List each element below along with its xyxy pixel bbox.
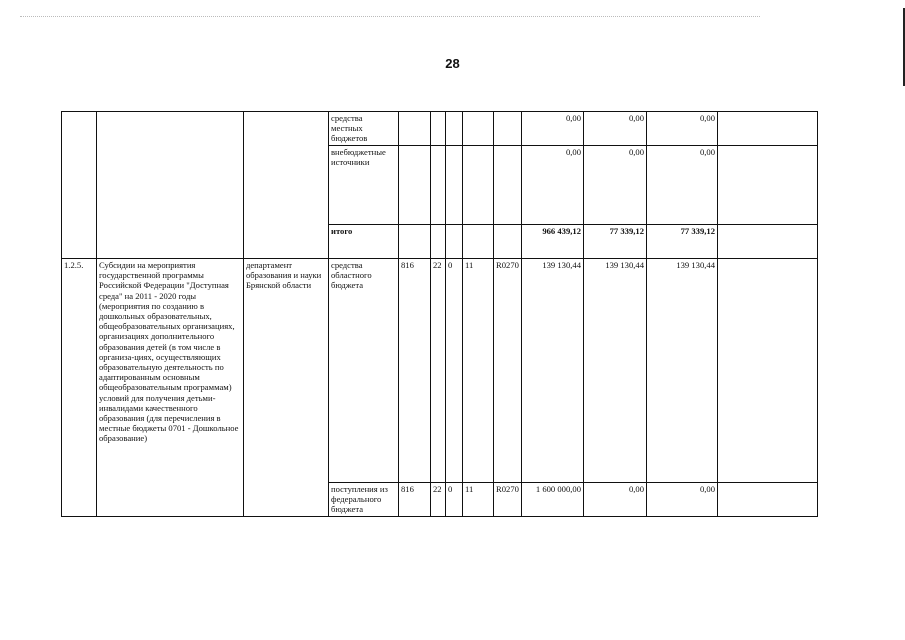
cell-funding-source: внебюджетные источники bbox=[329, 146, 399, 225]
cell-code bbox=[494, 112, 522, 146]
cell-note bbox=[718, 225, 818, 259]
cell-amount-3: 139 130,44 bbox=[647, 259, 718, 483]
cell-amount-2: 139 130,44 bbox=[584, 259, 647, 483]
cell-funding-source: поступления из федерального бюджета bbox=[329, 483, 399, 517]
cell-amount-3: 0,00 bbox=[647, 112, 718, 146]
cell-code bbox=[431, 225, 446, 259]
cell-empty-description bbox=[97, 112, 244, 259]
table-row-item bbox=[62, 259, 818, 483]
cell-note bbox=[718, 146, 818, 225]
scan-artifact-dots bbox=[20, 16, 760, 18]
cell-code bbox=[494, 225, 522, 259]
cell-code bbox=[494, 146, 522, 225]
cell-code bbox=[463, 112, 494, 146]
cell-code bbox=[399, 225, 431, 259]
cell-funding-source: средства областного бюджета bbox=[329, 259, 399, 483]
cell-item-description: Субсидии на мероприятия государственной программы Российской Федерации "Доступная среда" на 2011 - 2020 годы (мероприятия по созданию в дошкольных образовательных, общеобразовательных организациях, организациях дополнительного образования детей (в том числе в организа-циях, осуществляющих образовательную деятельность по адаптированным основным общеобразовательным программам) условий для получения детьми-инвалидами качественного образования (для перечисления в местные бюджеты 0701 - Дошкольное образование) bbox=[97, 259, 244, 517]
cell-code-subprogram: 0 bbox=[446, 259, 463, 483]
cell-amount-2: 0,00 bbox=[584, 483, 647, 517]
cell-total-amount-1: 966 439,12 bbox=[522, 225, 584, 259]
cell-code-direction: R0270 bbox=[494, 483, 522, 517]
cell-amount-1: 139 130,44 bbox=[522, 259, 584, 483]
cell-code-program: 22 bbox=[431, 483, 446, 517]
cell-amount-1: 0,00 bbox=[522, 112, 584, 146]
cell-code bbox=[446, 112, 463, 146]
program-table bbox=[61, 111, 818, 517]
cell-code bbox=[399, 112, 431, 146]
cell-empty-id bbox=[62, 112, 97, 259]
cell-code-subprogram: 0 bbox=[446, 483, 463, 517]
page-number: 28 bbox=[445, 56, 460, 71]
cell-code bbox=[431, 112, 446, 146]
cell-code bbox=[446, 225, 463, 259]
cell-code bbox=[399, 146, 431, 225]
cell-item-executor: департамент образования и науки Брянской области bbox=[244, 259, 329, 517]
cell-code bbox=[463, 225, 494, 259]
cell-total-amount-3: 77 339,12 bbox=[647, 225, 718, 259]
cell-code bbox=[431, 146, 446, 225]
cell-amount-2: 0,00 bbox=[584, 146, 647, 225]
cell-code bbox=[446, 146, 463, 225]
cell-note bbox=[718, 112, 818, 146]
cell-amount-3: 0,00 bbox=[647, 483, 718, 517]
cell-total-amount-2: 77 339,12 bbox=[584, 225, 647, 259]
cell-code-direction: R0270 bbox=[494, 259, 522, 483]
cell-item-id: 1.2.5. bbox=[62, 259, 97, 517]
cell-code-grbs: 816 bbox=[399, 483, 431, 517]
cell-amount-1: 1 600 000,00 bbox=[522, 483, 584, 517]
cell-empty-executor bbox=[244, 112, 329, 259]
cell-code-grbs: 816 bbox=[399, 259, 431, 483]
cell-note bbox=[718, 483, 818, 517]
cell-code-event: 11 bbox=[463, 259, 494, 483]
cell-amount-2: 0,00 bbox=[584, 112, 647, 146]
cell-code-program: 22 bbox=[431, 259, 446, 483]
cell-code bbox=[463, 146, 494, 225]
cell-note bbox=[718, 259, 818, 483]
cell-code-event: 11 bbox=[463, 483, 494, 517]
cell-funding-source: средства местных бюджетов bbox=[329, 112, 399, 146]
cell-amount-3: 0,00 bbox=[647, 146, 718, 225]
cell-amount-1: 0,00 bbox=[522, 146, 584, 225]
cell-total-label: итого bbox=[329, 225, 399, 259]
table-row bbox=[62, 112, 818, 146]
